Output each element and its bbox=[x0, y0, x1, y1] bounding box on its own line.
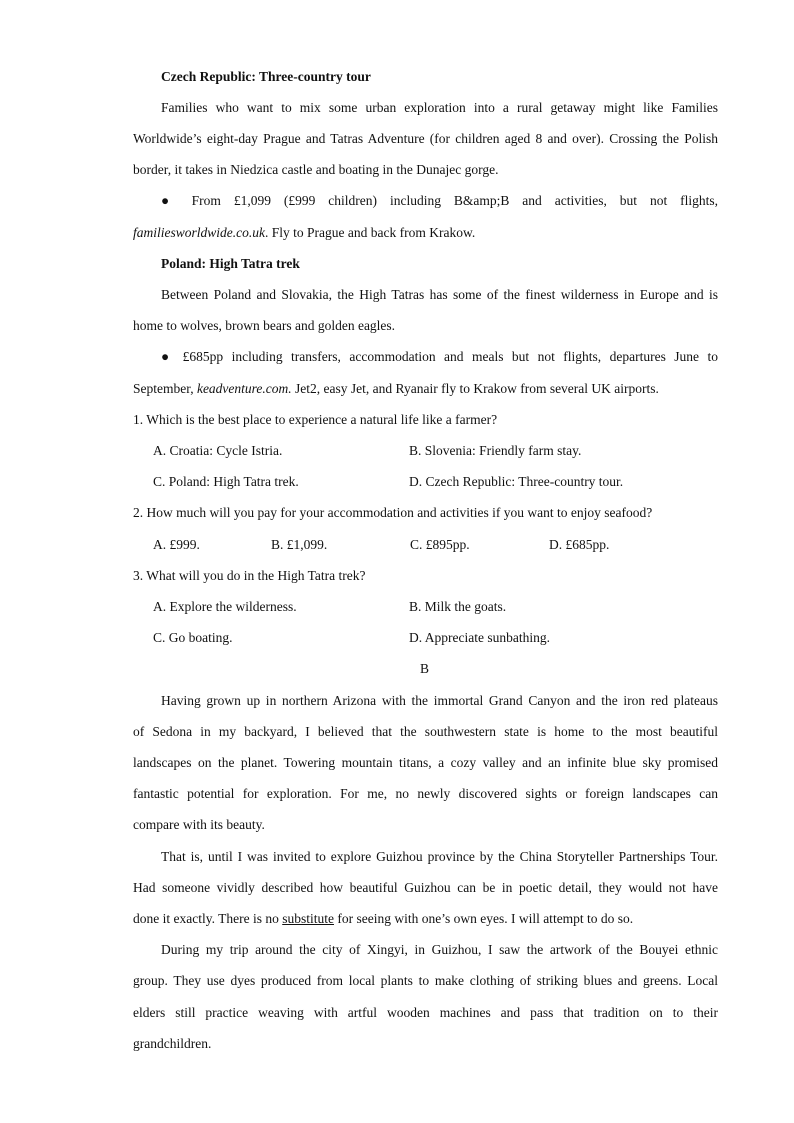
poland-paragraph-line: home to wolves, brown bears and golden eagles. bbox=[133, 318, 396, 333]
part-b-paragraph-line: fantastic potential for exploration. For me, no newly discovered sights or foreign landscapes can bbox=[133, 786, 718, 801]
question-2-option-b: B. £1,099. bbox=[271, 537, 328, 552]
question-3-option-a: A. Explore the wilderness. bbox=[153, 599, 297, 614]
part-b-label: B bbox=[420, 661, 430, 676]
question-2-stem: 2. How much will you pay for your accommodation and activities if you want to enjoy seafood? bbox=[133, 505, 653, 520]
part-b-paragraph-line: Having grown up in northern Arizona with the immortal Grand Canyon and the iron red plateaus bbox=[161, 693, 718, 708]
question-2-option-d: D. £685pp. bbox=[549, 537, 610, 552]
paragraph-text: for seeing with one’s own eyes. I will attempt to do so. bbox=[333, 911, 634, 926]
question-3-option-d: D. Appreciate sunbathing. bbox=[409, 630, 550, 645]
czech-website-link: familiesworldwide.co.uk bbox=[133, 225, 265, 240]
part-b-paragraph-line: group. They use dyes produced from local plants to make clothing of striking blues and greens. Local bbox=[133, 973, 718, 988]
poland-website-link: keadventure.com. bbox=[196, 381, 292, 396]
part-b-paragraph-line: elders still practice weaving with artful wooden machines and pass that tradition on to their bbox=[133, 1005, 718, 1020]
part-b-paragraph-line: That is, until I was invited to explore Guizhou province by the China Storyteller Partnerships Tour. bbox=[161, 849, 718, 864]
czech-bullet-line: ● From £1,099 (£999 children) including B&amp;B and activities, but not flights, bbox=[161, 193, 718, 208]
question-3-stem: 3. What will you do in the High Tatra trek? bbox=[133, 568, 366, 583]
czech-paragraph-line: border, it takes in Niedzica castle and boating in the Dunajec gorge. bbox=[133, 162, 499, 177]
underlined-word: substitute bbox=[282, 911, 334, 926]
czech-bullet-line bbox=[133, 225, 475, 241]
question-2-option-a: A. £999. bbox=[153, 537, 200, 552]
czech-paragraph-line: Worldwide’s eight-day Prague and Tatras Adventure (for children aged 8 and over). Crossing the Polish bbox=[133, 131, 718, 146]
poland-bullet-text: Jet2, easy Jet, and Ryanair fly to Krakow from several UK airports. bbox=[291, 381, 659, 396]
czech-paragraph-line: Families who want to mix some urban exploration into a rural getaway might like Families bbox=[161, 100, 718, 115]
czech-bullet-text: . Fly to Prague and back from Krakow. bbox=[265, 225, 476, 240]
question-1-option-b: B. Slovenia: Friendly farm stay. bbox=[409, 443, 582, 458]
part-b-paragraph-line bbox=[133, 911, 633, 927]
poland-paragraph-line: Between Poland and Slovakia, the High Tatras has some of the finest wilderness in Europe and is bbox=[161, 287, 718, 302]
part-b-paragraph-line: landscapes on the planet. Towering mountain titans, a cozy valley and an infinite blue sky promised bbox=[133, 755, 718, 770]
question-3-option-b: B. Milk the goats. bbox=[409, 599, 507, 614]
poland-bullet-line: ● £685pp including transfers, accommodation and meals but not flights, departures June to bbox=[161, 349, 718, 364]
question-1-option-d: D. Czech Republic: Three-country tour. bbox=[409, 474, 624, 489]
paragraph-text: done it exactly. There is no bbox=[133, 911, 283, 926]
part-b-paragraph-line: grandchildren. bbox=[133, 1036, 212, 1051]
question-2-option-c: C. £895pp. bbox=[410, 537, 470, 552]
question-3-option-c: C. Go boating. bbox=[153, 630, 233, 645]
section-heading-poland: Poland: High Tatra trek bbox=[161, 256, 300, 271]
part-b-paragraph-line: Had someone vividly described how beautiful Guizhou can be in poetic detail, they would not have bbox=[133, 880, 718, 895]
poland-bullet-line bbox=[133, 381, 659, 397]
question-1-option-a: A. Croatia: Cycle Istria. bbox=[153, 443, 283, 458]
part-b-paragraph-line: compare with its beauty. bbox=[133, 817, 265, 832]
part-b-paragraph-line: During my trip around the city of Xingyi, in Guizhou, I saw the artwork of the Bouyei ethnic bbox=[161, 942, 718, 957]
poland-bullet-text: September, bbox=[133, 381, 197, 396]
question-1-option-c: C. Poland: High Tatra trek. bbox=[153, 474, 299, 489]
question-1-stem: 1. Which is the best place to experience a natural life like a farmer? bbox=[133, 412, 498, 427]
part-b-paragraph-line: of Sedona in my backyard, I believed that the southwestern state is home to the most beautiful bbox=[133, 724, 718, 739]
section-heading-czech: Czech Republic: Three-country tour bbox=[161, 69, 371, 84]
